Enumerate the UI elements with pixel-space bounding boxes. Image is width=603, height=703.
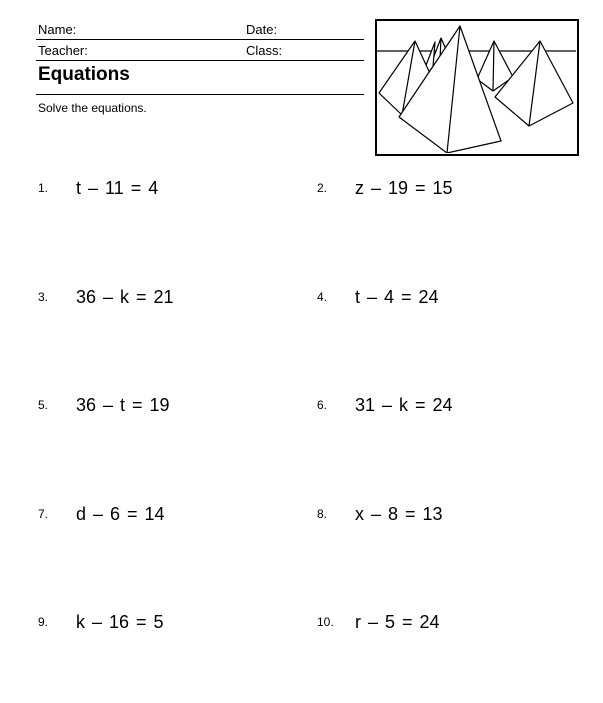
problem-equation: r – 5 = 24: [355, 612, 440, 632]
problem-equation: x – 8 = 13: [355, 504, 443, 524]
problem-number: 6.: [317, 398, 328, 412]
pyramids-illustration-frame: [375, 19, 579, 156]
problem-equation: t – 11 = 4: [76, 178, 159, 198]
teacher-label: Teacher:: [38, 43, 88, 58]
problem-equation: 31 – k = 24: [355, 395, 453, 415]
problem-equation: 36 – k = 21: [76, 287, 174, 307]
teacher-class-line: [36, 60, 364, 61]
page-title: Equations: [38, 64, 130, 85]
date-label: Date:: [246, 22, 278, 37]
problem-number: 8.: [317, 507, 328, 521]
problem-number: 4.: [317, 290, 328, 304]
problem-number: 10.: [317, 615, 334, 629]
problem-equation: k – 16 = 5: [76, 612, 164, 632]
problem-equation: t – 4 = 24: [355, 287, 439, 307]
problem-number: 3.: [38, 290, 49, 304]
problem-equation: 36 – t = 19: [76, 395, 170, 415]
instructions-text: Solve the equations.: [38, 101, 147, 115]
problem-equation: d – 6 = 14: [76, 504, 165, 524]
class-label: Class:: [246, 43, 283, 58]
problem-number: 9.: [38, 615, 49, 629]
problem-number: 2.: [317, 181, 328, 195]
pyramids-illustration-icon: [377, 21, 576, 153]
problem-number: 7.: [38, 507, 49, 521]
problem-number: 5.: [38, 398, 49, 412]
problem-equation: z – 19 = 15: [355, 178, 453, 198]
name-date-line: [36, 39, 364, 40]
problem-number: 1.: [38, 181, 49, 195]
name-label: Name:: [38, 22, 77, 37]
title-underline: [36, 94, 364, 95]
